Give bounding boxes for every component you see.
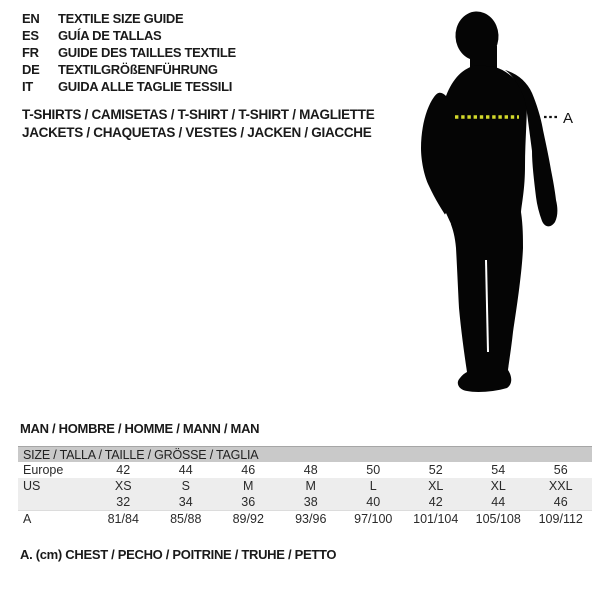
table-cell: S	[181, 479, 190, 493]
man-silhouette-figure	[415, 8, 580, 400]
table-row-us	[18, 478, 592, 494]
table-cell: 93/96	[295, 512, 327, 526]
language-label: GUIDE DES TAILLES TEXTILE	[58, 45, 236, 60]
language-code: EN	[22, 11, 40, 26]
table-cell: 109/112	[538, 512, 583, 526]
table-cell: 42	[428, 495, 443, 509]
measurement-footnote: A. (cm) CHEST / PECHO / POITRINE / TRUHE / PETTO	[20, 547, 337, 562]
table-cell: XL	[428, 479, 444, 493]
language-code: IT	[22, 79, 33, 94]
man-silhouette-svg	[415, 8, 580, 400]
language-label: GUÍA DE TALLAS	[58, 28, 162, 43]
table-cell: 44	[491, 495, 506, 509]
row-label: Europe	[23, 463, 64, 477]
size-table	[18, 446, 592, 527]
language-code: DE	[22, 62, 40, 77]
language-label: TEXTILGRÖßENFÜHRUNG	[58, 62, 218, 77]
table-cell: 48	[303, 463, 318, 477]
table-cell: XL	[490, 479, 506, 493]
language-code: ES	[22, 28, 39, 43]
table-cell: L	[369, 479, 377, 493]
table-cell: 101/104	[413, 512, 459, 526]
category-line-jackets: JACKETS / CHAQUETAS / VESTES / JACKEN / GIACCHE	[22, 125, 372, 140]
measure-label-a: A	[563, 110, 574, 127]
language-code: FR	[22, 45, 39, 60]
language-row	[22, 27, 236, 44]
silhouette-neck	[470, 46, 497, 68]
table-cell: 52	[428, 463, 443, 477]
table-cell: 97/100	[354, 512, 393, 526]
language-label: TEXTILE SIZE GUIDE	[58, 11, 184, 26]
table-cell: 36	[241, 495, 256, 509]
table-cell: XXL	[548, 479, 573, 493]
table-cell: 85/88	[170, 512, 202, 526]
table-cell: 32	[116, 495, 131, 509]
language-row	[22, 78, 236, 95]
table-cell: 81/84	[107, 512, 139, 526]
language-row	[22, 44, 236, 61]
table-cell: 40	[366, 495, 381, 509]
language-label: GUIDA ALLE TAGLIE TESSILI	[58, 79, 233, 94]
category-heading	[22, 106, 374, 142]
language-row	[22, 61, 236, 78]
table-cell: 46	[553, 495, 568, 509]
table-cell: M	[243, 479, 254, 493]
row-label: US	[23, 479, 41, 493]
table-cell: 34	[178, 495, 193, 509]
table-cell: 89/92	[232, 512, 264, 526]
table-cell: 54	[491, 463, 506, 477]
table-cell: 44	[178, 463, 193, 477]
table-cell: 56	[553, 463, 568, 477]
table-cell: 42	[116, 463, 131, 477]
section-title-man: MAN / HOMBRE / HOMME / MANN / MAN	[20, 421, 260, 436]
table-cell: 50	[366, 463, 381, 477]
table-row-us-numeric	[18, 494, 592, 511]
category-line-tshirts: T-SHIRTS / CAMISETAS / T-SHIRT / T-SHIRT / MAGLIETTE	[22, 107, 375, 122]
language-row	[22, 10, 236, 27]
row-label: A	[23, 512, 32, 526]
size-table-header: SIZE / TALLA / TAILLE / GRÖSSE / TAGLIA	[18, 446, 592, 462]
table-row-europe	[18, 462, 592, 478]
table-cell: XS	[114, 479, 132, 493]
table-row-chest-cm	[18, 511, 592, 527]
silhouette-body	[421, 65, 527, 392]
table-cell: 46	[241, 463, 256, 477]
language-guide-list	[22, 10, 236, 95]
table-cell: 38	[303, 495, 318, 509]
table-cell: M	[305, 479, 316, 493]
table-cell: 105/108	[475, 512, 521, 526]
